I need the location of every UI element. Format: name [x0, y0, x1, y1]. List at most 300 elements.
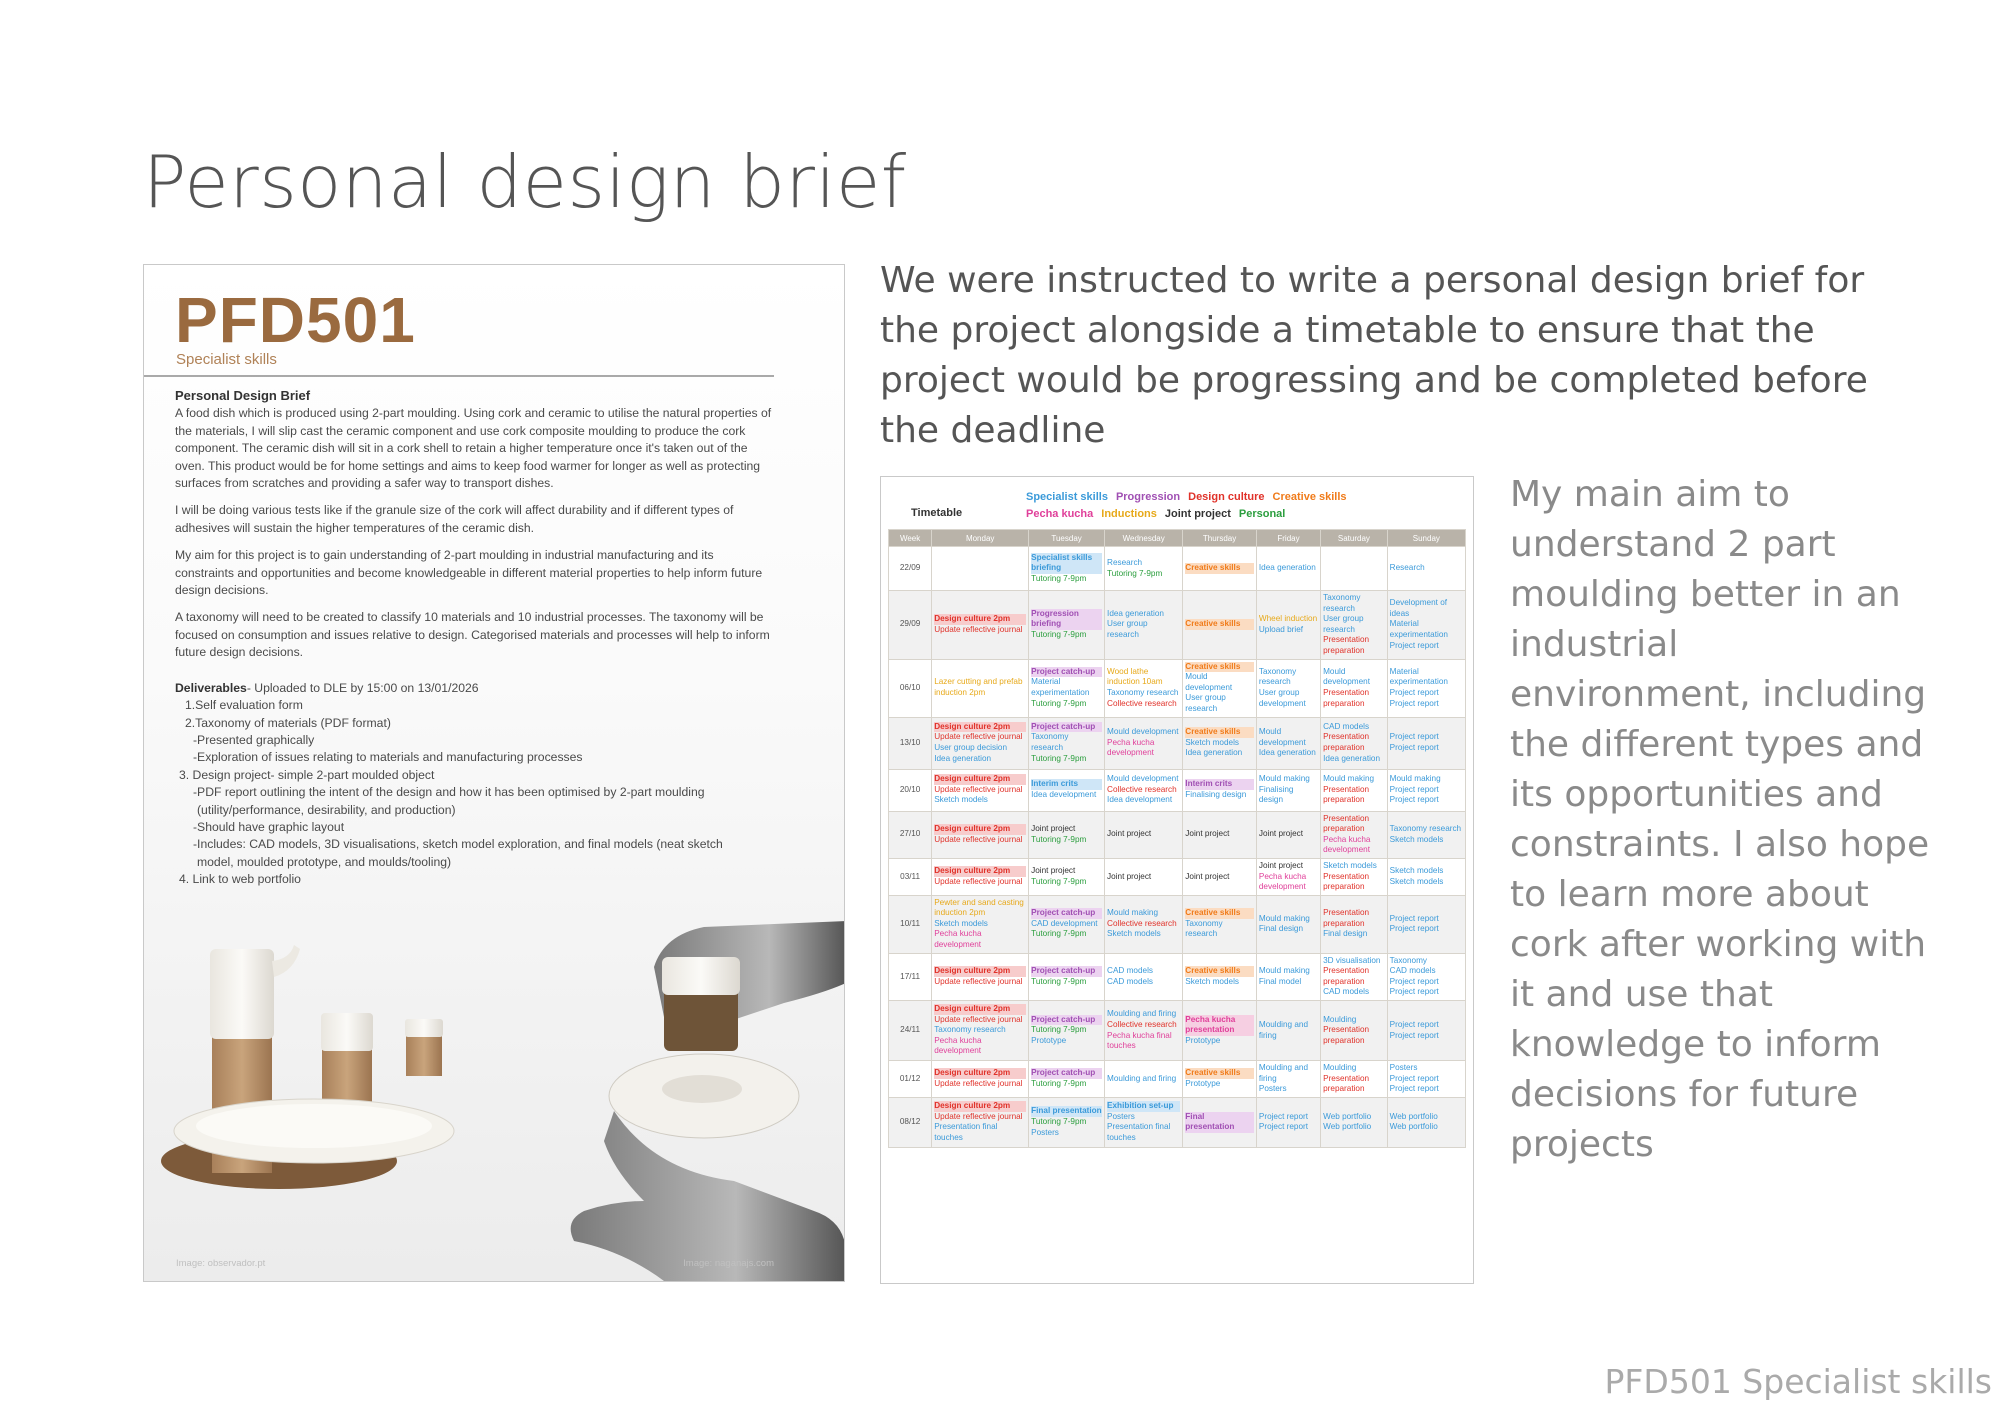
- timetable-entry: Idea development: [1031, 790, 1097, 800]
- timetable-cell: [1183, 1097, 1257, 1147]
- timetable-cell: [1029, 547, 1105, 591]
- timetable-entry: Sketch models: [1185, 737, 1239, 747]
- timetable-cell: [1105, 1001, 1183, 1061]
- timetable-cell: [1387, 769, 1465, 811]
- timetable-entry: Project report: [1389, 698, 1439, 708]
- timetable-entry: Mould making: [1258, 966, 1310, 976]
- timetable-cell: [1029, 895, 1105, 953]
- timetable-cell: [1029, 717, 1105, 769]
- timetable-entry: Project report: [1389, 1073, 1439, 1083]
- timetable-row: [889, 717, 1466, 769]
- timetable-entry: Pecha kucha development: [934, 1035, 982, 1056]
- timetable-entry: Project report: [1389, 732, 1439, 742]
- timetable-header-cell: Thursday: [1183, 530, 1257, 547]
- timetable-entry: Development of ideas: [1389, 598, 1448, 618]
- timetable-entry: Presentation preparation: [1323, 635, 1370, 655]
- timetable-row: [889, 1001, 1466, 1061]
- timetable-entry: Tutoring 7-9pm: [1031, 573, 1087, 583]
- timetable-entry: Moulding and firing: [1258, 1063, 1309, 1083]
- week-cell: 22/09: [889, 547, 932, 591]
- legend-item: Joint project: [1164, 508, 1231, 520]
- deliverables-list: [175, 697, 775, 888]
- deliverable-item: 1.Self evaluation form: [185, 698, 303, 713]
- timetable-cell: [1387, 895, 1465, 953]
- timetable-row: [889, 1061, 1466, 1098]
- timetable-header-cell: Saturday: [1321, 530, 1388, 547]
- timetable-cell: [1183, 953, 1257, 1000]
- timetable-entry: Presentation preparation: [1323, 966, 1370, 986]
- timetable-entry: Creative skills: [1185, 727, 1254, 738]
- timetable-cell: [932, 1061, 1029, 1098]
- timetable-cell: [1029, 1061, 1105, 1098]
- timetable-entry: Presentation preparation: [1323, 732, 1370, 753]
- timetable-entry: Pecha kucha final touches: [1107, 1030, 1172, 1051]
- timetable-entry: Mould making: [1258, 774, 1310, 784]
- timetable-entry: Project report: [1389, 1084, 1439, 1094]
- timetable-entry: Mould development: [1107, 774, 1179, 784]
- timetable-entry: Pecha kucha development: [1107, 737, 1155, 758]
- timetable-cell: [1387, 811, 1465, 858]
- brief-paragraph: A food dish which is produced using 2-part moulding. Using cork and ceramic to utilise the natural properties of the materials, I will slip cast the ceramic component and use cork composite moulding to produce the cork component. The ceramic dish will sit in a cork shell to retain a higher temperature once it's taken out of the oven. This product would be for home settings and aims to keep food warmer for longer as well as protecting surfaces from scratches and providing a safer way to transport dishes.: [175, 406, 772, 491]
- image-credit: Image: observador.pt: [176, 1258, 266, 1269]
- timetable-entry: Design culture 2pm: [934, 1068, 1026, 1079]
- timetable-entry: Idea generation: [1258, 748, 1316, 758]
- timetable-entry: Joint project: [1185, 871, 1230, 881]
- timetable-entry: Presentation preparation: [1323, 1025, 1370, 1045]
- timetable-cell: [1321, 547, 1388, 591]
- timetable-cell: [1256, 591, 1320, 660]
- timetable-cell: [1387, 858, 1465, 895]
- timetable-entry: CAD models: [1107, 966, 1154, 976]
- timetable-entry: Sketch models: [1389, 876, 1444, 886]
- timetable-cell: [1387, 547, 1465, 591]
- timetable-entry: Presentation preparation: [1323, 688, 1370, 708]
- timetable-cell: [1321, 858, 1388, 895]
- timetable-entry: Pecha kucha development: [1258, 871, 1307, 892]
- timetable-entry: Interim crits: [1031, 779, 1102, 790]
- timetable-entry: Moulding and firing: [1258, 1019, 1309, 1040]
- timetable-entry: Idea generation: [934, 753, 992, 763]
- deliverable-item: -Includes: CAD models, 3D visualisations, sketch model exploration, and final models (neat sketch: [193, 837, 723, 852]
- week-cell: 10/11: [889, 895, 932, 953]
- timetable-entry: Update reflective journal: [934, 624, 1023, 634]
- timetable-cell: [932, 953, 1029, 1000]
- timetable-entry: Material experimentation: [1389, 619, 1448, 640]
- timetable-cell: [1387, 659, 1465, 717]
- timetable-entry: Progression briefing: [1031, 609, 1102, 630]
- timetable-entry: Moulding: [1323, 1063, 1357, 1073]
- legend-item: Inductions: [1101, 508, 1157, 520]
- timetable-entry: Prototype: [1185, 1035, 1221, 1045]
- timetable-entry: Design culture 2pm: [934, 824, 1026, 835]
- timetable-header-cell: Wednesday: [1105, 530, 1183, 547]
- timetable-entry: Idea generation: [1258, 563, 1316, 573]
- timetable-entry: Taxonomy research: [1185, 918, 1223, 939]
- timetable-cell: [1183, 811, 1257, 858]
- timetable-cell: [1256, 811, 1320, 858]
- timetable-entry: Finalising design: [1258, 784, 1294, 805]
- timetable-entry: Design culture 2pm: [934, 866, 1026, 877]
- cork-set-photo: [161, 945, 454, 1189]
- timetable-entry: Sketch models: [1107, 929, 1161, 939]
- timetable-entry: Presentation preparation: [1323, 1073, 1370, 1094]
- timetable-entry: Project report: [1389, 987, 1439, 997]
- timetable-entry: Posters: [1107, 1111, 1135, 1121]
- timetable-row: [889, 769, 1466, 811]
- timetable-entry: Creative skills: [1185, 619, 1254, 630]
- timetable-cell: [1183, 659, 1257, 717]
- timetable-entry: Update reflective journal: [934, 1111, 1023, 1121]
- timetable-entry: Sketch models: [1389, 834, 1444, 844]
- timetable-cell: [1105, 717, 1183, 769]
- timetable-entry: Project report: [1258, 1122, 1309, 1132]
- timetable-entry: User group research: [1185, 693, 1226, 713]
- timetable-entry: Joint project: [1107, 829, 1152, 839]
- timetable-cell: [1321, 1061, 1388, 1098]
- week-cell: 06/10: [889, 659, 932, 717]
- timetable-entry: CAD models: [1323, 721, 1370, 731]
- timetable-entry: Final design: [1323, 929, 1368, 939]
- timetable-entry: Design culture 2pm: [934, 1004, 1026, 1015]
- legend-item: Specialist skills: [1026, 491, 1108, 503]
- timetable-entry: Exhibition set-up: [1107, 1101, 1180, 1112]
- week-cell: 20/10: [889, 769, 932, 811]
- timetable-cell: [1321, 953, 1388, 1000]
- hand-holding-cup-photo: [571, 921, 845, 1281]
- timetable-entry: Wheel induction: [1258, 614, 1318, 624]
- timetable-entry: Project report: [1389, 743, 1439, 753]
- timetable-cell: [1105, 769, 1183, 811]
- timetable-entry: Sketch models: [1323, 860, 1377, 870]
- timetable-entry: Specialist skills briefing: [1031, 553, 1102, 574]
- timetable-entry: Mould development: [1185, 672, 1233, 692]
- brief-module-code: PFD501: [175, 284, 416, 356]
- timetable-entry: User group research: [1107, 619, 1148, 640]
- timetable-entry: Lazer cutting and prefab induction 2pm: [934, 677, 1023, 698]
- deliverable-item: 3. Design project- simple 2-part moulded object: [179, 767, 435, 782]
- deliverables-label: Deliverables: [175, 680, 247, 695]
- timetable-cell: [1183, 1061, 1257, 1098]
- timetable-entry: Prototype: [1031, 1035, 1067, 1045]
- timetable-entry: Tutoring 7-9pm: [1031, 876, 1087, 886]
- timetable-entry: Presentation preparation: [1323, 908, 1370, 928]
- timetable-cell: [1183, 895, 1257, 953]
- timetable-cell: [932, 858, 1029, 895]
- timetable-entry: Mould development: [1323, 666, 1370, 687]
- timetable-entry: Tutoring 7-9pm: [1031, 929, 1087, 939]
- deliverable-item: -PDF report outlining the intent of the design and how it has been optimised by 2-part moulding: [193, 785, 705, 800]
- timetable-entry: Project report: [1389, 924, 1439, 934]
- brief-body: [175, 387, 775, 889]
- timetable-entry: Taxonomy research: [1323, 593, 1361, 613]
- timetable-cell: [1029, 858, 1105, 895]
- timetable-entry: Mould making: [1323, 774, 1375, 784]
- legend-item: Pecha kucha: [1026, 508, 1094, 520]
- timetable-cell: [1321, 769, 1388, 811]
- timetable-entry: Joint project: [1031, 824, 1076, 834]
- timetable-entry: Sketch models: [1185, 976, 1239, 986]
- timetable-entry: Creative skills: [1185, 908, 1254, 919]
- timetable-entry: Collective research: [1107, 918, 1177, 928]
- deliverable-item: 2.Taxonomy of materials (PDF format): [185, 715, 391, 730]
- timetable-entry: Design culture 2pm: [934, 722, 1026, 733]
- timetable-cell: [1321, 659, 1388, 717]
- brief-paragraph: My aim for this project is to gain understanding of 2-part moulding in industrial manufacturing and its constraints and opportunities and become knowledgeable in different material properties to help inform future design decisions.: [175, 548, 763, 598]
- timetable-row: [889, 953, 1466, 1000]
- timetable-entry: Taxonomy research: [934, 1025, 1006, 1035]
- timetable-entry: Project catch-up: [1031, 908, 1102, 919]
- timetable-entry: Creative skills: [1185, 563, 1254, 574]
- timetable-cell: [1105, 858, 1183, 895]
- timetable-entry: User group decision: [934, 743, 1008, 753]
- timetable-entry: Update reflective journal: [934, 784, 1023, 794]
- timetable-entry: Design culture 2pm: [934, 774, 1026, 785]
- timetable-cell: [1105, 547, 1183, 591]
- timetable-entry: Final presentation: [1185, 1112, 1254, 1133]
- timetable-header-cell: Week: [889, 530, 932, 547]
- timetable-entry: Tutoring 7-9pm: [1031, 976, 1087, 986]
- timetable-entry: Sketch models: [1389, 866, 1444, 876]
- timetable-entry: Update reflective journal: [934, 976, 1023, 986]
- timetable-cell: [1105, 591, 1183, 660]
- timetable-entry: User group research: [1323, 614, 1364, 634]
- timetable-cell: [1256, 1061, 1320, 1098]
- timetable-entry: Taxonomy: [1389, 955, 1427, 965]
- timetable-entry: Presentation final touches: [934, 1122, 998, 1142]
- timetable-entry: Project report: [1258, 1111, 1309, 1121]
- timetable-entry: Mould making: [1389, 774, 1441, 784]
- timetable-cell: [932, 769, 1029, 811]
- timetable-entry: Idea generation: [1107, 608, 1164, 618]
- timetable-entry: Collective research: [1107, 698, 1177, 708]
- page-title: Personal design brief: [143, 140, 907, 224]
- timetable-entry: Pecha kucha presentation: [1185, 1015, 1254, 1036]
- week-cell: 01/12: [889, 1061, 932, 1098]
- timetable-entry: Pecha kucha development: [934, 929, 982, 950]
- timetable-entry: Mould making: [1258, 913, 1310, 923]
- timetable-entry: 3D visualisation: [1323, 955, 1381, 965]
- timetable-header-cell: Friday: [1256, 530, 1320, 547]
- timetable-entry: Project catch-up: [1031, 1068, 1102, 1079]
- timetable-cell: [1321, 1097, 1388, 1147]
- timetable-entry: Pewter and sand casting induction 2pm: [934, 897, 1024, 918]
- week-cell: 17/11: [889, 953, 932, 1000]
- timetable-cell: [1387, 1097, 1465, 1147]
- timetable-cell: [1256, 1097, 1320, 1147]
- timetable-header-cell: Sunday: [1387, 530, 1465, 547]
- timetable-entry: Final presentation: [1031, 1106, 1102, 1116]
- timetable-entry: Tutoring 7-9pm: [1031, 1078, 1087, 1088]
- timetable-entry: User group development: [1258, 688, 1306, 708]
- timetable-row: [889, 591, 1466, 660]
- deliverable-item: -Presented graphically: [193, 732, 315, 747]
- timetable-entry: Creative skills: [1185, 1068, 1254, 1079]
- timetable-cell: [1105, 1061, 1183, 1098]
- brief-document: [143, 264, 845, 1282]
- deliverable-item: -Exploration of issues relating to materials and manufacturing processes: [193, 750, 583, 765]
- timetable-entry: Mould making: [1107, 908, 1159, 918]
- timetable-cell: [932, 547, 1029, 591]
- week-cell: 27/10: [889, 811, 932, 858]
- legend-item: Creative skills: [1272, 491, 1347, 503]
- timetable-entry: Design culture 2pm: [934, 966, 1026, 977]
- timetable-cell: [1256, 659, 1320, 717]
- timetable-entry: Interim crits: [1185, 779, 1254, 790]
- brief-paragraph: A taxonomy will need to be created to classify 10 materials and 10 industrial processes. The taxonomy will be focused on consumption and issues relative to design. Categorised materials and processes will help to inform future design decisions.: [175, 610, 770, 660]
- timetable-entry: Tutoring 7-9pm: [1031, 630, 1087, 640]
- timetable-cell: [1256, 717, 1320, 769]
- timetable-cell: [1321, 895, 1388, 953]
- timetable-entry: Collective research: [1107, 784, 1177, 794]
- timetable-entry: Mould development: [1107, 727, 1179, 737]
- timetable-entry: Taxonomy research: [1389, 824, 1462, 834]
- timetable-entry: Final model: [1258, 976, 1302, 986]
- timetable-entry: Update reflective journal: [934, 1014, 1023, 1024]
- timetable-entry: Moulding: [1323, 1014, 1357, 1024]
- timetable-entry: Presentation preparation: [1323, 784, 1370, 805]
- timetable-entry: Web portfolio: [1389, 1111, 1438, 1121]
- timetable-entry: Upload brief: [1258, 624, 1304, 634]
- timetable-entry: Moulding and firing: [1107, 1073, 1177, 1083]
- timetable-entry: Design culture 2pm: [934, 1101, 1026, 1112]
- timetable: [880, 476, 1474, 1284]
- timetable-entry: Wood lathe induction 10am: [1107, 666, 1163, 687]
- timetable-cell: [932, 659, 1029, 717]
- week-cell: 13/10: [889, 717, 932, 769]
- timetable-entry: CAD models: [1323, 987, 1370, 997]
- timetable-entry: Collective research: [1107, 1019, 1177, 1029]
- brief-divider: [144, 375, 845, 377]
- legend-item: Personal: [1238, 508, 1286, 520]
- timetable-entry: Idea generation: [1323, 753, 1381, 763]
- timetable-entry: Update reflective journal: [934, 834, 1023, 844]
- timetable-entry: Project report: [1389, 795, 1439, 805]
- week-cell: 03/11: [889, 858, 932, 895]
- timetable-cell: [932, 895, 1029, 953]
- timetable-cell: [1256, 547, 1320, 591]
- timetable-cell: [1029, 1001, 1105, 1061]
- timetable-entry: Project report: [1389, 1030, 1439, 1040]
- timetable-cell: [1183, 717, 1257, 769]
- image-credit: Image: naganajs.com: [683, 1258, 774, 1269]
- timetable-cell: [1321, 1001, 1388, 1061]
- timetable-entry: Project report: [1389, 640, 1439, 650]
- timetable-cell: [1387, 1001, 1465, 1061]
- timetable-entry: Project report: [1389, 688, 1439, 698]
- timetable-entry: Taxonomy research: [1031, 732, 1069, 753]
- timetable-entry: Project catch-up: [1031, 667, 1102, 678]
- timetable-cell: [1029, 811, 1105, 858]
- timetable-entry: Sketch models: [934, 918, 988, 928]
- timetable-cell: [1387, 953, 1465, 1000]
- timetable-entry: Joint project: [1185, 829, 1230, 839]
- timetable-cell: [1321, 811, 1388, 858]
- timetable-entry: Project report: [1389, 1019, 1439, 1029]
- timetable-entry: Material experimentation: [1389, 666, 1448, 687]
- timetable-entry: Prototype: [1185, 1078, 1221, 1088]
- product-photos: [144, 921, 845, 1281]
- timetable-entry: Project catch-up: [1031, 1015, 1102, 1026]
- legend-item: Progression: [1115, 491, 1181, 503]
- timetable-entry: Presentation final touches: [1107, 1122, 1171, 1142]
- timetable-cell: [932, 591, 1029, 660]
- brief-subtitle: Specialist skills: [176, 351, 277, 368]
- timetable-cell: [1183, 591, 1257, 660]
- deliverable-item: -Should have graphic layout: [193, 819, 345, 834]
- aim-text: My main aim to understand 2 part moulding better in an industrial environment, including the different types and its opportunities and constraints. I also hope to learn more about cork after working with it and use that knowledge to inform decisions for future projects: [1510, 474, 1930, 1165]
- brief-heading: Personal Design Brief: [175, 388, 311, 403]
- timetable-entry: Posters: [1031, 1127, 1059, 1137]
- timetable-cell: [1183, 858, 1257, 895]
- timetable-entry: Research: [1107, 557, 1143, 567]
- timetable-entry: CAD models: [1107, 976, 1154, 986]
- timetable-entry: Final design: [1258, 924, 1304, 934]
- timetable-cell: [1183, 769, 1257, 811]
- timetable-entry: Project catch-up: [1031, 722, 1102, 733]
- timetable-grid: [888, 529, 1466, 1148]
- timetable-cell: [1183, 1001, 1257, 1061]
- timetable-cell: [1105, 659, 1183, 717]
- timetable-entry: Creative skills: [1185, 966, 1254, 977]
- timetable-cell: [1256, 1001, 1320, 1061]
- timetable-entry: Tutoring 7-9pm: [1031, 834, 1087, 844]
- week-cell: 29/09: [889, 591, 932, 660]
- deliverable-item: model, moulded prototype, and moulds/tooling): [197, 854, 452, 869]
- timetable-cell: [1029, 591, 1105, 660]
- timetable-entry: Design culture 2pm: [934, 614, 1026, 625]
- week-cell: 24/11: [889, 1001, 932, 1061]
- timetable-cell: [1256, 858, 1320, 895]
- deliverable-item: (utility/performance, desirability, and production): [197, 802, 456, 817]
- timetable-entry: Idea development: [1107, 795, 1173, 805]
- timetable-cell: [1105, 895, 1183, 953]
- timetable-entry: Project report: [1389, 784, 1439, 794]
- timetable-cell: [932, 1097, 1029, 1147]
- timetable-entry: Update reflective journal: [934, 876, 1023, 886]
- brief-paragraph: I will be doing various tests like if the granule size of the cork will affect durability and if different types of adhesives will sustain the higher temperatures of the ceramic dish.: [175, 503, 734, 535]
- timetable-entry: Idea generation: [1185, 748, 1243, 758]
- timetable-cell: [1029, 1097, 1105, 1147]
- timetable-entry: Joint project: [1258, 860, 1304, 870]
- timetable-entry: Tutoring 7-9pm: [1031, 698, 1087, 708]
- timetable-entry: Taxonomy research: [1107, 688, 1179, 698]
- timetable-cell: [1321, 717, 1388, 769]
- timetable-cell: [1105, 953, 1183, 1000]
- timetable-cell: [1256, 769, 1320, 811]
- timetable-header-cell: Tuesday: [1029, 530, 1105, 547]
- timetable-entry: Mould development: [1258, 727, 1306, 747]
- timetable-row: [889, 895, 1466, 953]
- timetable-entry: Research: [1389, 563, 1425, 573]
- timetable-cell: [1105, 1097, 1183, 1147]
- timetable-cell: [1387, 717, 1465, 769]
- timetable-cell: [1321, 591, 1388, 660]
- timetable-title: Timetable: [911, 507, 963, 519]
- timetable-entry: Joint project: [1107, 871, 1152, 881]
- timetable-cell: [932, 1001, 1029, 1061]
- legend-item: Design culture: [1188, 491, 1265, 503]
- timetable-entry: Web portfolio: [1323, 1111, 1372, 1121]
- timetable-entry: Update reflective journal: [934, 732, 1023, 742]
- intro-text: We were instructed to write a personal design brief for the project alongside a timetable to ensure that the project would be progressing and be completed before the deadline: [880, 260, 1868, 451]
- timetable-row: [889, 811, 1466, 858]
- timetable-entry: Tutoring 7-9pm: [1031, 753, 1087, 763]
- deliverables-text: - Uploaded to DLE by 15:00 on 13/01/2026: [246, 680, 479, 695]
- timetable-cell: [932, 811, 1029, 858]
- timetable-entry: Web portfolio: [1389, 1122, 1438, 1132]
- timetable-legend: [1026, 489, 1426, 523]
- timetable-entry: Posters: [1389, 1063, 1418, 1073]
